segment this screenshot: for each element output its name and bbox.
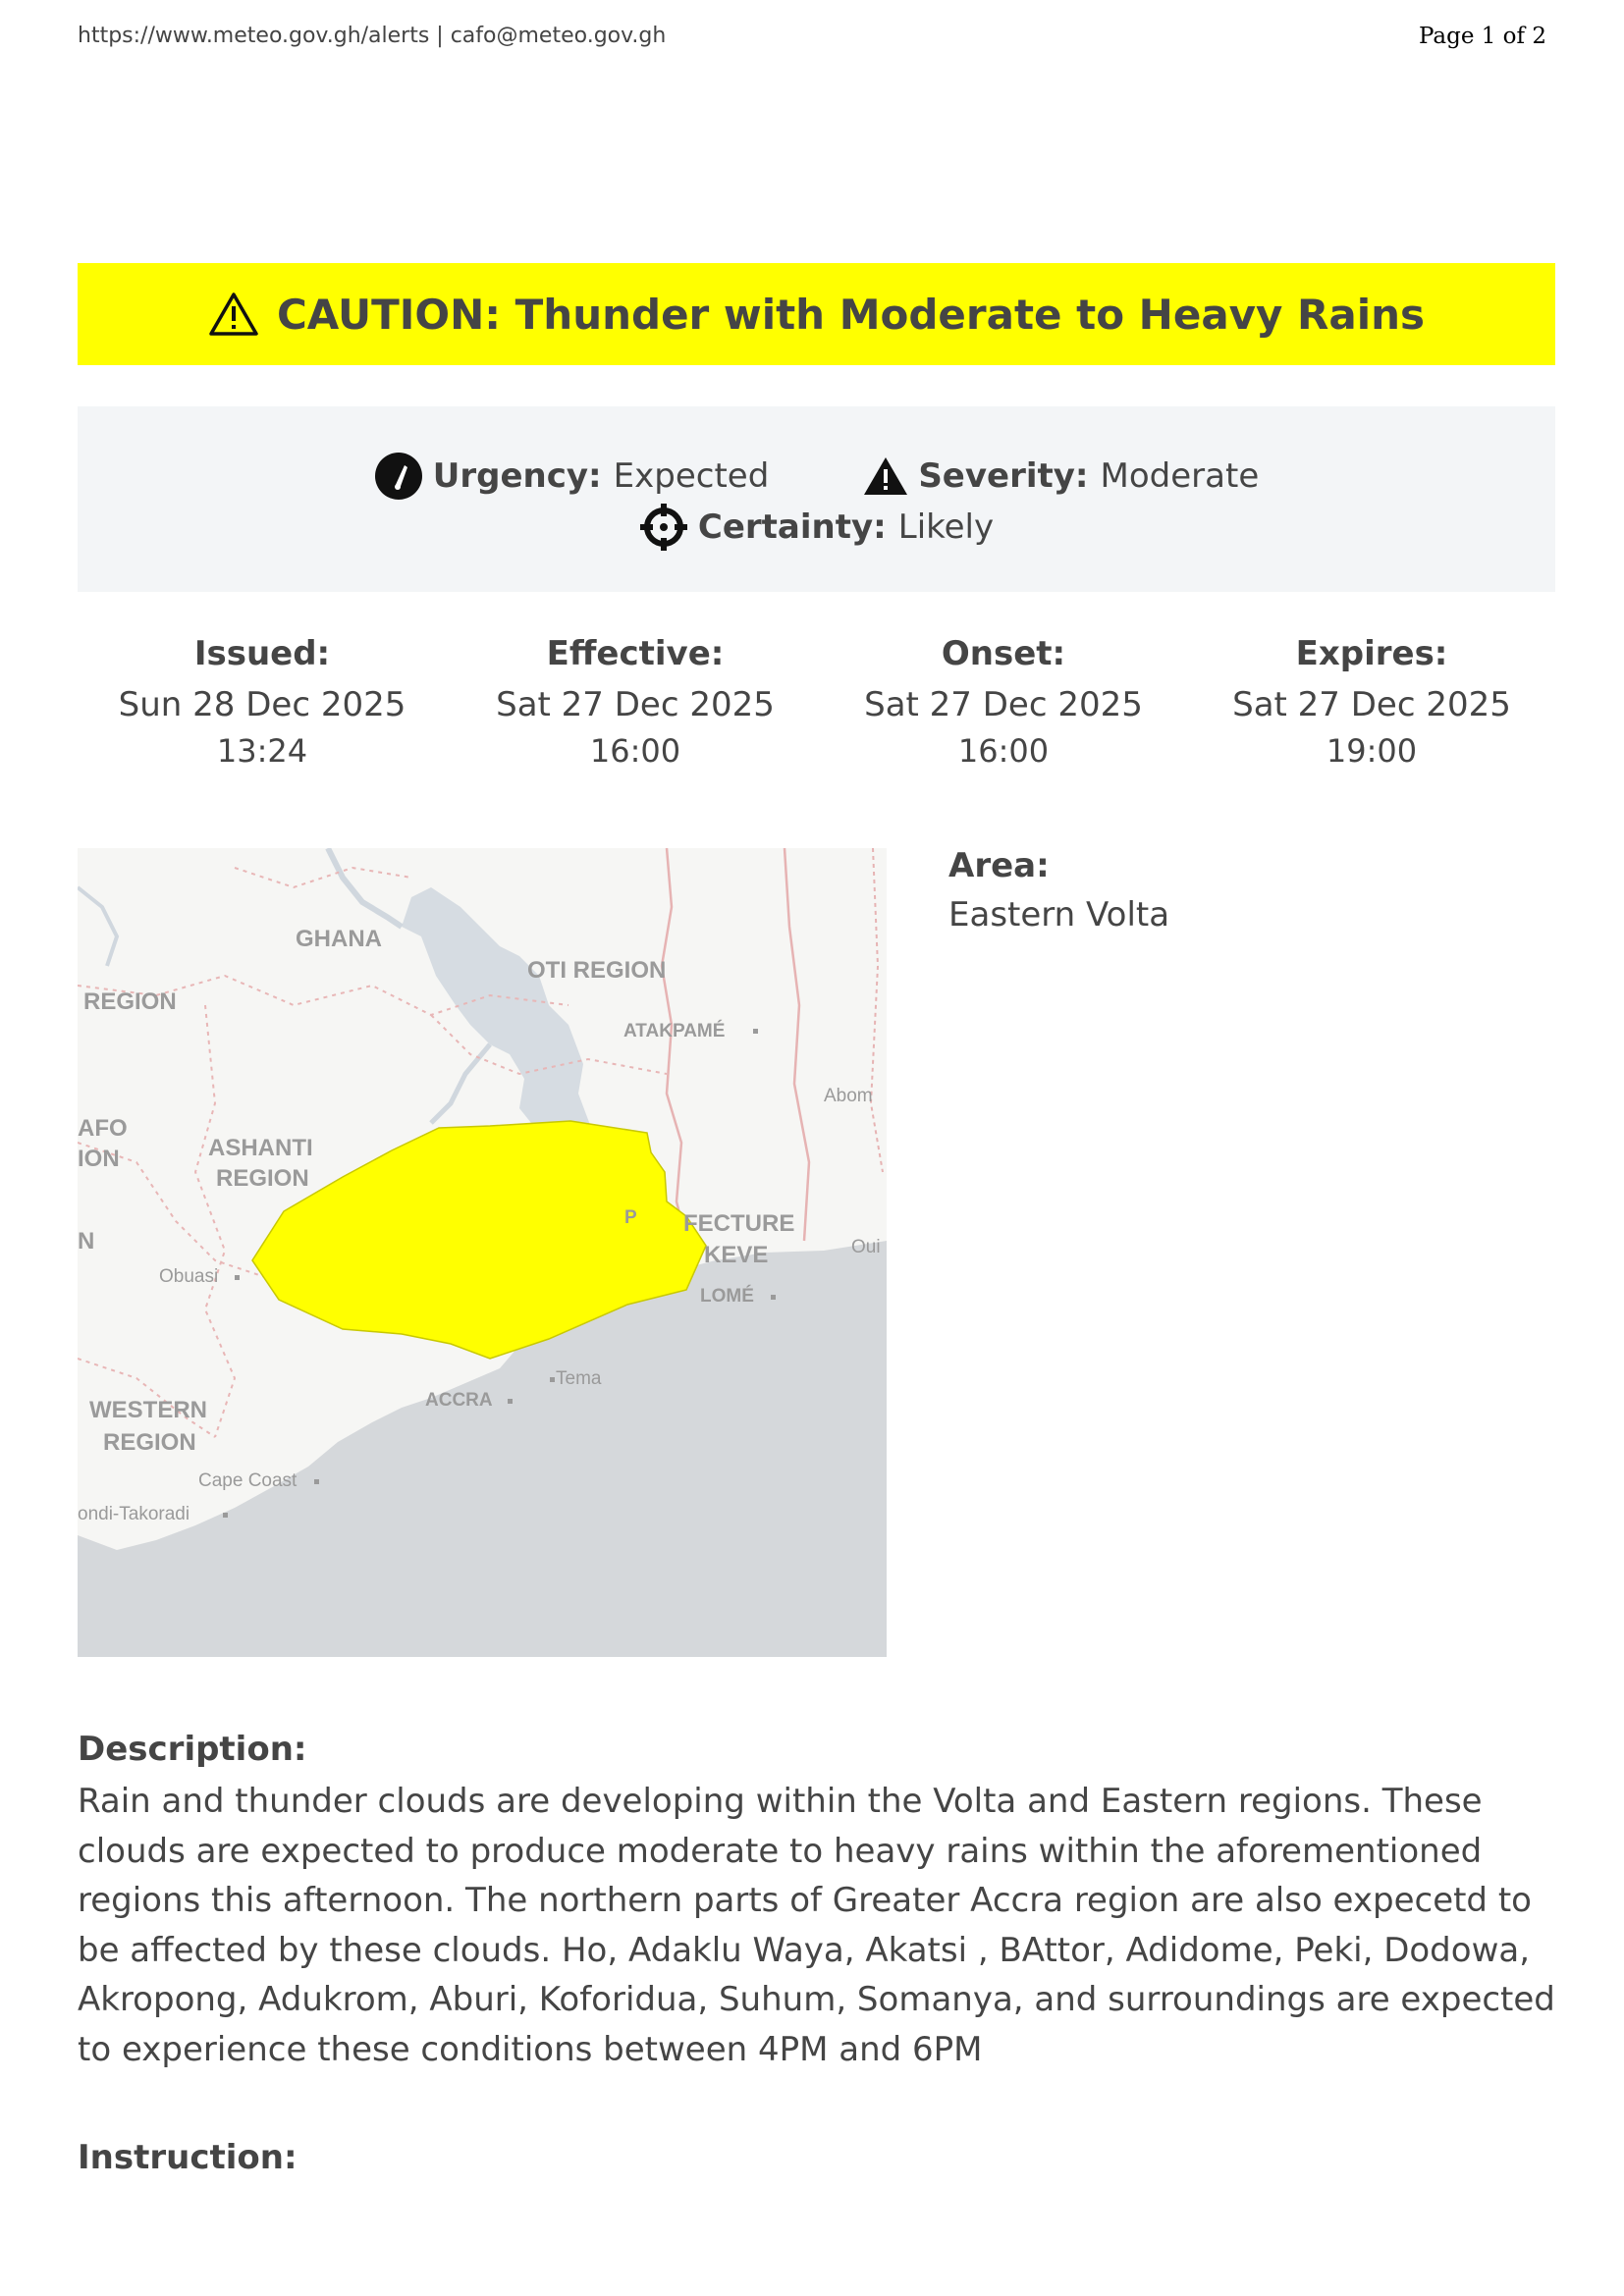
map-label-lome: LOMÉ — [700, 1286, 754, 1307]
alert-meta-box — [78, 406, 1555, 592]
alert-area-map — [78, 848, 887, 1657]
crosshair-icon — [639, 503, 688, 552]
map-label-oti-region: OTI REGION — [527, 957, 667, 984]
map-label-obuasi: Obuasi — [159, 1266, 219, 1287]
map-label-accra: ACCRA — [425, 1390, 493, 1411]
map-label-oui: Oui — [851, 1237, 881, 1257]
onset-column — [819, 634, 1188, 770]
map-label-ghana: GHANA — [296, 926, 382, 952]
map-city-marker — [771, 1295, 776, 1300]
map-label-sion: ION — [78, 1146, 120, 1172]
map-label-atakpame: ATAKPAMÉ — [623, 1021, 726, 1041]
map-city-marker — [753, 1029, 758, 1034]
expires-date: Sat 27 Dec 2025 — [1232, 685, 1511, 724]
page-indicator: Page 1 of 2 — [1418, 24, 1546, 49]
expires-time: 19:00 — [1326, 732, 1418, 770]
issued-label: Issued: — [193, 634, 331, 673]
certainty-label: Certainty: — [697, 507, 887, 547]
effective-time: 16:00 — [589, 732, 681, 770]
map-city-marker — [235, 1275, 240, 1280]
map-label-ashanti-2: REGION — [216, 1165, 309, 1192]
map-label-western-1: WESTERN — [89, 1397, 207, 1423]
issued-time: 13:24 — [216, 732, 308, 770]
area-value: Eastern Volta — [948, 895, 1170, 934]
map-label-tema: Tema — [556, 1368, 602, 1389]
map-label-ashanti-1: ASHANTI — [208, 1135, 313, 1161]
map-label-keve: KEVE — [704, 1242, 769, 1268]
map-label-fecture: FECTURE — [683, 1210, 795, 1237]
warning-triangle-outline-icon — [208, 292, 259, 337]
certainty-item — [639, 503, 994, 552]
urgency-label: Urgency: — [432, 456, 602, 496]
effective-column — [451, 634, 820, 770]
alert-times — [78, 634, 1555, 781]
urgency-value: Expected — [613, 456, 770, 496]
warning-triangle-filled-icon — [863, 456, 908, 496]
severity-item — [863, 456, 1259, 496]
map-city-marker — [223, 1513, 228, 1518]
description-text: Rain and thunder clouds are developing within the Volta and Eastern regions. These clouds are expected to produce moderate to heavy rains within the aforementioned regions this afternoon. The northern parts of Greater Accra region are also expecetd to be affected by these clouds. Ho, Adaklu Waya, Akatsi , BAttor, Adidome, Peki, Dodowa, Akropong, Adukrom, Aburi, Koforidua, Suhum, Somanya, and surroundings are expected to experience these conditions between 4PM and 6PM — [78, 1782, 1555, 2069]
map-label-takoradi: ondi-Takoradi — [78, 1504, 190, 1524]
onset-date: Sat 27 Dec 2025 — [864, 685, 1143, 724]
instruction-label: Instruction: — [78, 2138, 298, 2177]
severity-label: Severity: — [918, 456, 1089, 496]
map-label-abom: Abom — [824, 1086, 873, 1106]
map-label-n-left: N — [78, 1228, 95, 1255]
urgency-item — [374, 452, 770, 501]
map-label-region-left: REGION — [83, 988, 177, 1015]
map-city-marker — [508, 1399, 513, 1404]
onset-time: 16:00 — [957, 732, 1050, 770]
header-url-email: https://www.meteo.gov.gh/alerts | cafo@meteo.gov.gh — [78, 24, 667, 48]
map-city-marker — [314, 1479, 319, 1484]
map-label-afo: AFO — [78, 1115, 128, 1142]
issued-column — [78, 634, 447, 770]
map-label-p-right: P — [624, 1207, 637, 1228]
certainty-value: Likely — [897, 507, 995, 547]
description-label: Description: — [78, 1730, 307, 1769]
expires-label: Expires: — [1295, 634, 1448, 673]
effective-date: Sat 27 Dec 2025 — [496, 685, 775, 724]
map-label-cape-coast: Cape Coast — [198, 1470, 298, 1491]
alert-title: CAUTION: Thunder with Moderate to Heavy Rains — [276, 290, 1426, 339]
severity-value: Moderate — [1100, 456, 1260, 496]
onset-label: Onset: — [941, 634, 1066, 673]
area-label: Area: — [948, 846, 1050, 885]
map-label-western-2: REGION — [103, 1429, 196, 1456]
page-header — [78, 24, 1546, 55]
alert-banner — [78, 263, 1555, 365]
map-city-marker — [550, 1377, 555, 1382]
issued-date: Sun 28 Dec 2025 — [118, 685, 406, 724]
effective-label: Effective: — [546, 634, 725, 673]
speedometer-icon — [374, 452, 423, 501]
expires-column — [1187, 634, 1556, 770]
map-canvas — [78, 848, 887, 1657]
